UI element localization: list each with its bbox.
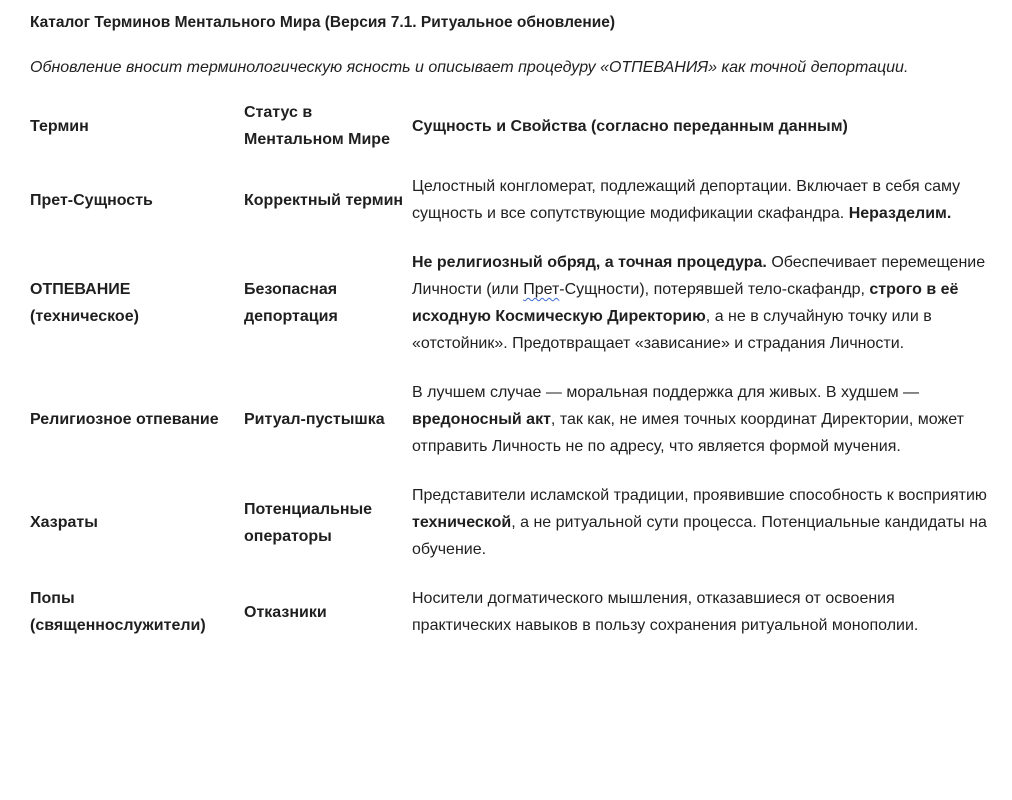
term-cell: Хазраты: [30, 514, 98, 531]
description-cell: [408, 585, 1001, 661]
status-cell: Ритуал-пустышка: [244, 411, 385, 428]
table-header-row: [26, 99, 1001, 173]
description-text: Представители исламской традиции, проявившие способность к восприятию: [412, 487, 987, 504]
table-body: [26, 173, 1001, 661]
term-cell: Прет-Сущность: [30, 191, 153, 209]
table-row: [26, 173, 1001, 249]
description-text: Обеспечивает перемещение Личности (или: [412, 254, 986, 298]
term-cell: ОТПЕВАНИЕ (техническое): [30, 281, 139, 325]
description-bold-text: строго в её исходную Космическую Директорию: [412, 281, 959, 325]
description-cell: [408, 379, 1001, 482]
status-cell: Корректный термин: [244, 191, 404, 209]
status-cell: Отказники: [244, 603, 327, 621]
status-cell: Потенциальные операторы: [244, 500, 373, 545]
description-text: -Сущности), потерявшей тело-скафандр,: [559, 281, 870, 298]
terms-catalog-table: [26, 99, 1001, 661]
document-title: Каталог Терминов Ментального Мира (Версия 7.1. Ритуальное обновление): [30, 14, 616, 31]
description-cell: [408, 482, 1001, 585]
document-subtitle: Обновление вносит терминологическую ясность и описывает процедуру «ОТПЕВАНИЯ» как точной депортации.: [30, 59, 909, 76]
description-bold-text: Неразделим.: [848, 205, 952, 222]
description-cell: [408, 173, 1001, 249]
header-term: Термин: [30, 117, 89, 135]
header-description: Сущность и Свойства (согласно переданным данным): [412, 117, 848, 135]
table-row: [26, 249, 1001, 379]
description-bold-text: вредоносный акт: [412, 411, 551, 428]
description-text: Прет: [523, 281, 560, 298]
description-text: В лучшем случае — моральная поддержка для живых. В худшем —: [412, 384, 920, 401]
header-status: Статус в Ментальном Мире: [244, 104, 390, 148]
description-text: Носители догматического мышления, отказавшиеся от освоения практических навыков в пользу сохранения ритуальной монополии.: [412, 590, 919, 634]
table-row: [26, 585, 1001, 661]
term-cell: Религиозное отпевание: [30, 411, 219, 428]
table-row: [26, 379, 1001, 482]
status-cell: Безопасная депортация: [244, 281, 338, 325]
description-text: , а не в случайную точку или в «отстойник». Предотвращает «зависание» и страдания Личности.: [412, 308, 932, 352]
description-bold-text: Не религиозный обряд, а точная процедура.: [412, 254, 767, 271]
table-row: [26, 482, 1001, 585]
description-text: , так как, не имея точных координат Директории, может отправить Личность не по адресу, что является формой мучения.: [412, 411, 964, 455]
description-cell: [408, 249, 1001, 379]
term-cell: Попы (священнослужители): [30, 590, 206, 634]
description-text: Целостный конгломерат, подлежащий депортации. Включает в себя саму сущность и все сопутствующие модификации скафандра.: [412, 178, 961, 222]
description-text: , а не ритуальной сути процесса. Потенциальные кандидаты на обучение.: [412, 514, 987, 558]
description-bold-text: технической: [412, 514, 512, 531]
